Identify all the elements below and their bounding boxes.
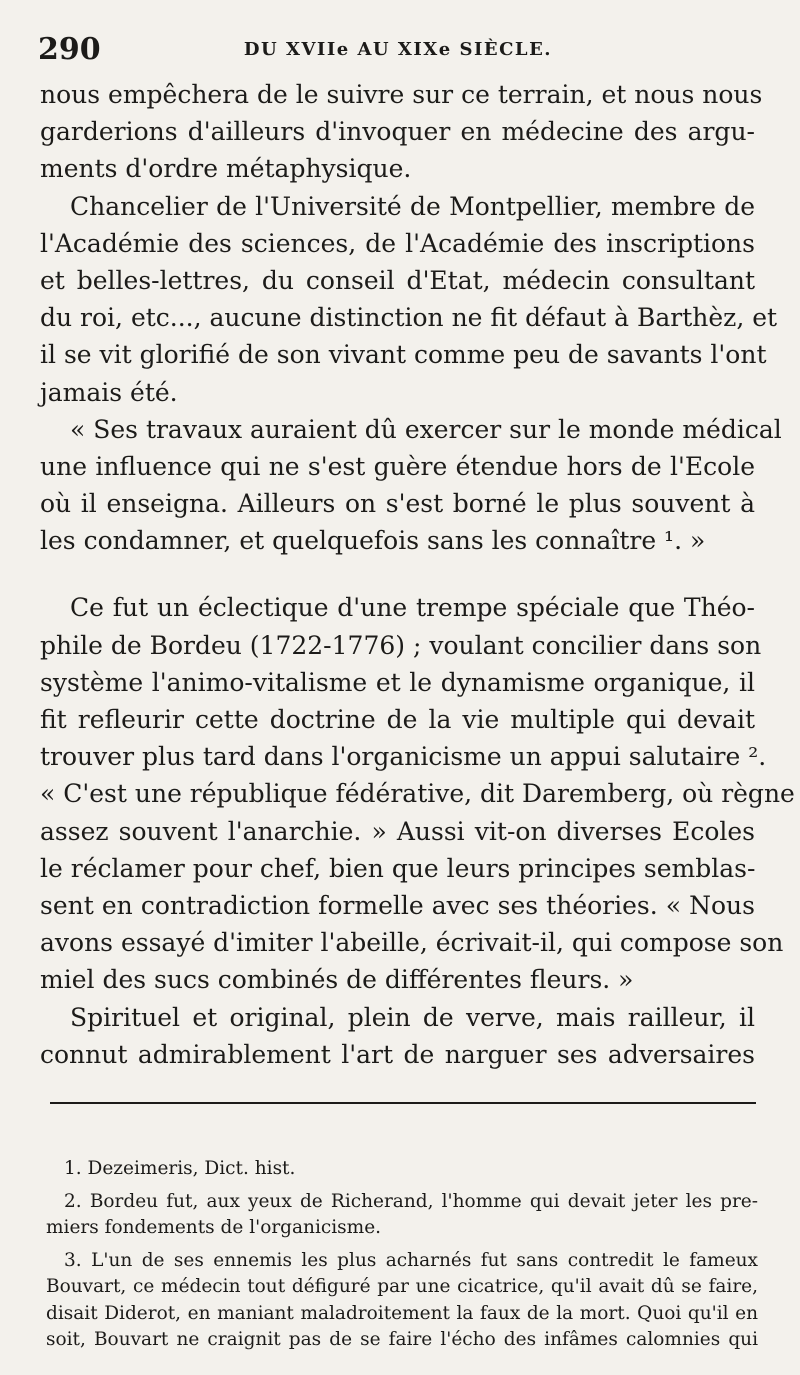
body-line: du roi, etc..., aucune distinction ne fit défaut à Barthèz, et: [40, 303, 778, 333]
footnote-line: 2. Bordeu fut, aux yeux de Richerand, l'homme qui devait jeter les pre-: [64, 1190, 758, 1212]
body-line: jamais été.: [40, 377, 178, 407]
page-header: [38, 30, 758, 70]
page-number: 290: [38, 32, 101, 67]
body-line: le réclamer pour chef, bien que leurs principes semblas-: [40, 853, 756, 883]
paragraph-gap: [40, 559, 755, 589]
body-line: avons essayé d'imiter l'abeille, écrivait-il, qui compose son: [40, 928, 784, 958]
body-text: [40, 76, 795, 1073]
body-line: fit refleurir cette doctrine de la vie multiple qui devait: [40, 705, 755, 734]
body-line: trouver plus tard dans l'organicisme un appui salutaire ².: [40, 742, 767, 772]
footnotes: [46, 1156, 758, 1354]
body-line: miel des sucs combinés de différentes fleurs. »: [40, 965, 634, 995]
body-line: sent en contradiction formelle avec ses théories. « Nous: [40, 890, 755, 920]
footnote-line: 3. L'un de ses ennemis les plus acharnés fut sans contredit le fameux: [64, 1249, 758, 1271]
body-line: Ce fut un éclectique d'une trempe spéciale que Théo-: [70, 593, 755, 623]
body-line: ments d'ordre métaphysique.: [40, 154, 412, 184]
footnote-line: Bouvart, ce médecin tout défiguré par une cicatrice, qu'il avait dû se faire,: [46, 1276, 758, 1297]
footnote-line: disait Diderot, en maniant maladroitement la faux de la mort. Quoi qu'il en: [46, 1302, 758, 1324]
footnote-line: 1. Dezeimeris, Dict. hist.: [64, 1158, 296, 1179]
body-line: il se vit glorifié de son vivant comme peu de savants l'ont: [40, 340, 767, 370]
body-line: une influence qui ne s'est guère étendue hors de l'Ecole: [40, 451, 755, 481]
body-line: assez souvent l'anarchie. » Aussi vit-on diverses Ecoles: [40, 816, 755, 846]
body-line: « Ses travaux auraient dû exercer sur le monde médical: [70, 414, 782, 444]
footnote-rule: [50, 1102, 756, 1104]
body-line: nous empêchera de le suivre sur ce terrain, et nous nous: [40, 80, 763, 109]
body-line: système l'animo-vitalisme et le dynamisme organique, il: [40, 667, 755, 697]
running-head: DU XVIIe AU XIXe SIÈCLE.: [243, 39, 553, 60]
body-line: les condamner, et quelquefois sans les connaître ¹. »: [40, 526, 706, 556]
body-line: garderions d'ailleurs d'invoquer en médecine des argu-: [40, 117, 755, 147]
body-line: phile de Bordeu (1722-1776) ; voulant concilier dans son: [40, 630, 762, 660]
footnote-line: soit, Bouvart ne craignit pas de se faire l'écho des infâmes calomnies qui: [46, 1329, 758, 1350]
body-line: Spirituel et original, plein de verve, mais railleur, il: [70, 1002, 755, 1032]
body-line: Chancelier de l'Université de Montpellier, membre de: [70, 191, 755, 221]
body-line: « C'est une république fédérative, dit Daremberg, où règne: [40, 779, 795, 809]
body-line: où il enseigna. Ailleurs on s'est borné le plus souvent à: [40, 489, 755, 519]
body-line: connut admirablement l'art de narguer ses adversaires: [40, 1039, 755, 1069]
body-line: et belles-lettres, du conseil d'Etat, médecin consultant: [40, 265, 755, 295]
body-line: l'Académie des sciences, de l'Académie des inscriptions: [40, 228, 755, 258]
footnote-line: miers fondements de l'organicisme.: [46, 1217, 382, 1238]
